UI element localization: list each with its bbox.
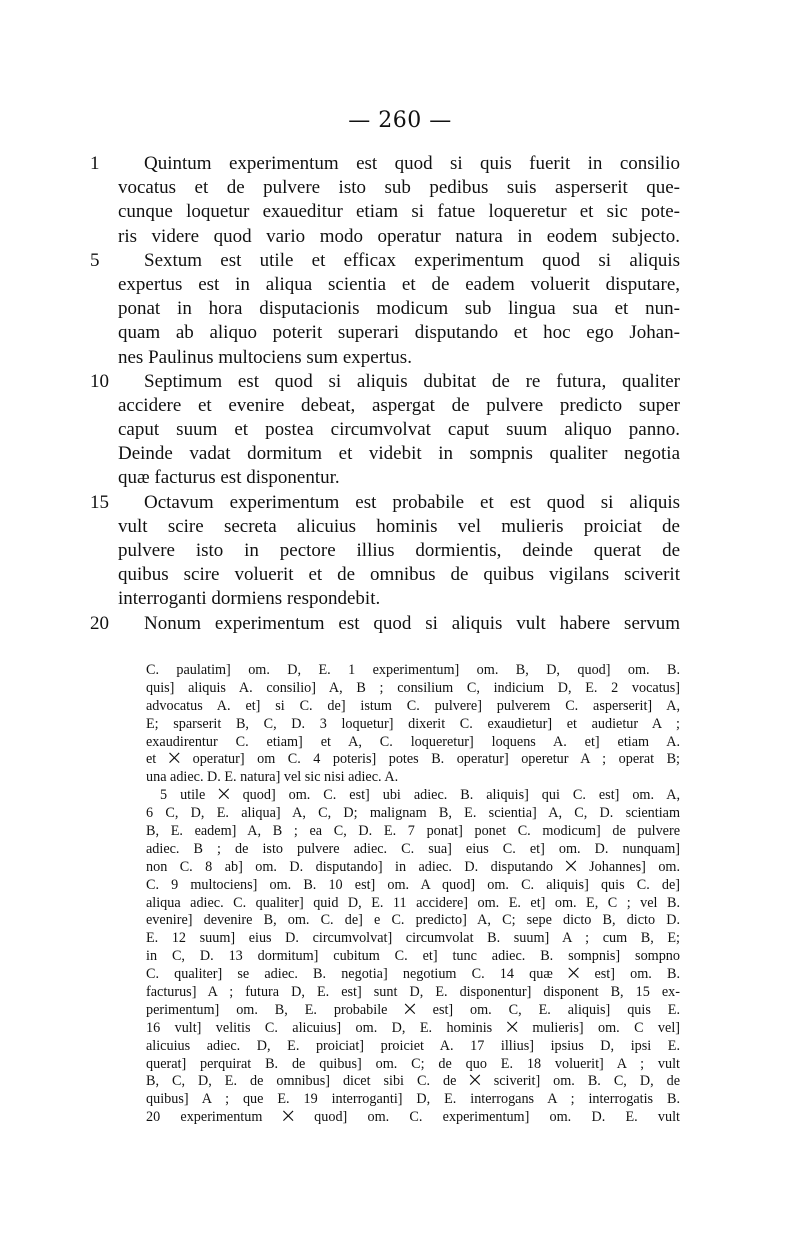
apparatus-line: B, C, D, E. de omnibus] dicet sibi C. de ⨉ sciverit] om. B. C, D, de	[146, 1073, 680, 1090]
text-line	[118, 587, 680, 611]
text-line	[118, 563, 680, 587]
apparatus-line: facturus] A ; futura D, E. est] sunt D, E. disponentur] disponent B, 15 ex-	[146, 984, 680, 1001]
text-line	[118, 539, 680, 563]
text-line	[118, 273, 680, 297]
text-line	[90, 249, 680, 273]
line-number: 20	[90, 612, 109, 634]
apparatus-line: quis] aliquis A. consilio] A, B ; consilium C, indicium D, E. 2 vocatus]	[146, 679, 680, 696]
text-line	[118, 200, 680, 224]
line-text: Deinde vadat dormitum et videbit in sompnis qualiter negotia	[118, 443, 680, 465]
apparatus-line: non C. 8 ab] om. D. disputando] in adiec. D. disputando ⨉ Johannes] om.	[146, 858, 680, 875]
line-text: quam ab aliquo poterit superari disputando et hoc ego Johan-	[118, 322, 680, 344]
text-line	[118, 466, 680, 490]
line-number: 1	[90, 153, 100, 174]
line-text: expertus est in aliqua scientia et de eadem voluerit disputare,	[118, 273, 680, 295]
line-text: Sextum est utile et efficax experimentum quod si aliquis	[144, 249, 680, 271]
apparatus-line: quibus] A ; que E. 19 interroganti] D, E. interrogans A ; interrogatis B.	[146, 1091, 680, 1108]
apparatus-line: aliqua adiec. C. qualiter] quid D, E. 11 accidere] om. E. et] om. E, C ; vel B.	[146, 894, 680, 911]
line-text: vocatus et de pulvere isto sub pedibus suis asperserit que-	[118, 177, 680, 199]
text-line	[90, 370, 680, 394]
line-text: ris videre quod vario modo operatur natura in eodem subjecto.	[118, 225, 680, 247]
apparatus-line: adiec. B ; de isto pulvere adiec. C. sua] eius C. et] om. D. nunquam]	[146, 840, 680, 857]
line-text: pulvere isto in pectore illius dormientis, deinde querat de	[118, 540, 680, 561]
text-line	[118, 418, 680, 442]
line-text: Quintum experimentum est quod si quis fuerit in consilio	[144, 153, 680, 174]
apparatus-line: et ⨉ operatur] om C. 4 poteris] potes B. operatur] operetur A ; operat B;	[146, 751, 680, 768]
line-text: Nonum experimentum est quod si aliquis vult habere servum	[144, 612, 680, 634]
apparatus-line: exaudirentur C. etiam] et A, C. loqueretur] loquens A. et] etiam A.	[146, 733, 680, 750]
apparatus-line: B, E. eadem] A, B ; ea C, D. E. 7 ponat] ponet C. modicum] de pulvere	[146, 823, 680, 840]
line-text: Octavum experimentum est probabile et est quod si aliquis	[144, 491, 680, 513]
line-text: caput suum et postea circumvolvat caput suum aliquo panno.	[118, 419, 680, 441]
text-line	[90, 152, 680, 176]
apparatus-line: alicuius adiec. D, E. proiciat] proiciet A. 17 illius] ipsius D, ipsi E.	[146, 1037, 680, 1054]
apparatus-line: E; sparserit B, C, D. 3 loquetur] dixerit C. exaudietur] et audietur A ;	[146, 715, 680, 732]
apparatus-line: E. 12 suum] eius D. circumvolvat] circumvolat B. suum] A ; cum B, E;	[146, 930, 680, 947]
line-text: cunque loquetur exaueditur etiam si fatue loqueretur et sic pote-	[118, 201, 680, 223]
text-line	[90, 491, 680, 515]
text-line	[118, 346, 680, 370]
text-line	[118, 321, 680, 345]
main-text-body	[90, 152, 680, 636]
apparatus-line: perimentum] om. B, E. probabile ⨉ est] om. C, E. aliquis] quis E.	[146, 1001, 680, 1018]
apparatus-line: evenire] devenire B, om. C. de] e C. predicto] A, C; sepe dicto B, dicto D.	[146, 912, 680, 929]
text-line	[118, 515, 680, 539]
line-text: quibus scire voluerit et de omnibus de quibus vigilans sciverit	[118, 564, 680, 586]
critical-apparatus	[146, 662, 680, 1127]
line-text: nes Paulinus multociens sum expertus.	[118, 346, 412, 368]
text-line	[118, 225, 680, 249]
page-number: — 260 —	[348, 108, 452, 133]
line-number: 10	[90, 370, 109, 392]
apparatus-line: una adiec. D. E. natura] vel sic nisi adiec. A.	[146, 769, 399, 786]
line-number: 5	[90, 249, 100, 271]
line-text: interroganti dormiens respondebit.	[118, 588, 381, 610]
apparatus-line: advocatus A. et] si C. de] istum C. pulvere] pulverem C. asperserit] A,	[146, 697, 680, 714]
apparatus-line: 16 vult] velitis C. alicuius] om. D, E. hominis ⨉ mulieris] om. C vel]	[146, 1019, 680, 1036]
apparatus-line: 20 experimentum ⨉ quod] om. C. experimentum] om. D. E. vult	[146, 1109, 680, 1126]
line-text: accidere et evenire debeat, aspergat de pulvere predicto super	[118, 394, 680, 416]
text-line	[118, 442, 680, 466]
apparatus-line: querat] perquirat B. de quibus] om. C; de quo E. 18 voluerit] A ; vult	[146, 1055, 680, 1072]
text-line	[90, 612, 680, 636]
apparatus-line: 5 utile ⨉ quod] om. C. est] ubi adiec. B. aliquis] qui C. est] om. A,	[160, 787, 680, 804]
line-text: Septimum est quod si aliquis dubitat de re futura, qualiter	[144, 370, 680, 392]
apparatus-line: in C, D. 13 dormitum] cubitum C. et] tunc adiec. B. sompnis] sompno	[146, 948, 680, 965]
text-line	[118, 297, 680, 321]
text-line	[118, 394, 680, 418]
line-text: ponat in hora disputacionis modicum sub lingua sua et nun-	[118, 298, 680, 320]
text-line	[118, 176, 680, 200]
apparatus-line: 6 C, D, E. aliqua] A, C, D; malignam B, E. scientia] A, C, D. scientiam	[146, 805, 680, 822]
line-text: vult scire secreta alicuius hominis vel mulieris proiciat de	[118, 515, 680, 537]
line-text: quæ facturus est disponentur.	[118, 467, 340, 489]
line-number: 15	[90, 491, 109, 513]
apparatus-line: C. qualiter] se adiec. B. negotia] negotium C. 14 quæ ⨉ est] om. B.	[146, 966, 680, 983]
apparatus-line: C. paulatim] om. D, E. 1 experimentum] om. B, D, quod] om. B.	[146, 662, 680, 678]
apparatus-line: C. 9 multociens] om. B. 10 est] om. A quod] om. C. aliquis] quis C. de]	[146, 876, 680, 893]
